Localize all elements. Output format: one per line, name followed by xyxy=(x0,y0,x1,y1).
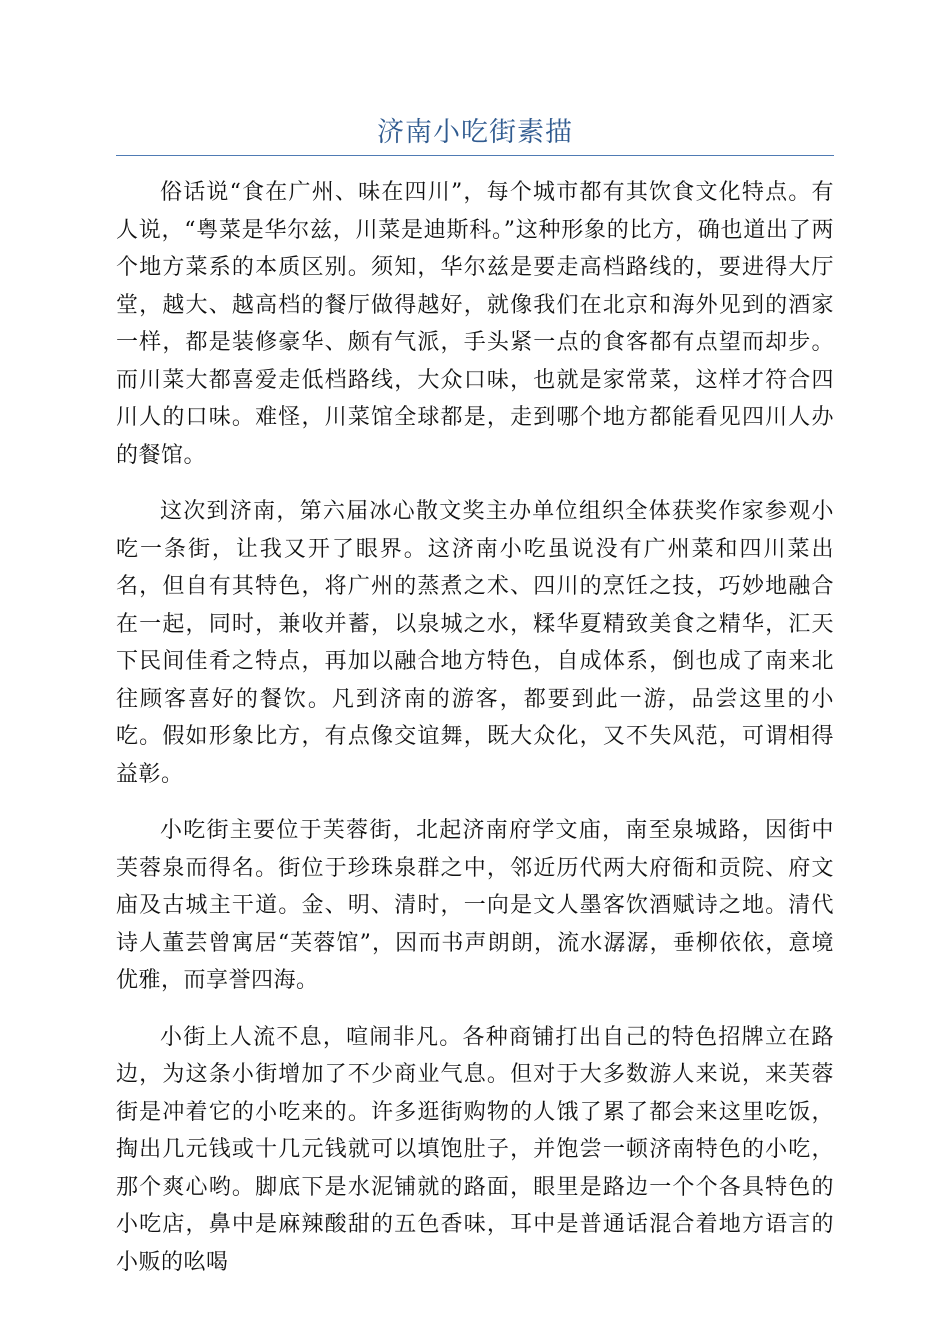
paragraph-1: 俗话说“食在广州、味在四川”，每个城市都有其饮食文化特点。有人说，“粤菜是华尔兹，川菜是迪斯科。”这种形象的比方，确也道出了两个地方菜系的本质区别。须知，华尔兹是要走高档路线的，要进得大厅堂，越大、越高档的餐厅做得越好，就像我们在北京和海外见到的酒家一样，都是装修豪华、颇有气派，手头紧一点的食客都有点望而却步。而川菜大都喜爱走低档路线，大众口味，也就是家常菜，这样才符合四川人的口味。难怪，川菜馆全球都是，走到哪个地方都能看见四川人办的餐馆。 xyxy=(116,180,834,468)
paragraph-2: 这次到济南，第六届冰心散文奖主办单位组织全体获奖作家参观小吃一条街，让我又开了眼界。这济南小吃虽说没有广州菜和四川菜出名，但自有其特色，将广州的蒸煮之术、四川的烹饪之技，巧妙地融合在一起，同时，兼收并蓄，以泉城之水，糅华夏精致美食之精华，汇天下民间佳肴之特点，再加以融合地方特色，自成体系，倒也成了南来北往顾客喜好的餐饮。凡到济南的游客，都要到此一游，品尝这里的小吃。假如形象比方，有点像交谊舞，既大众化，又不失风范，可谓相得益彰。 xyxy=(116,499,834,787)
title-underline-divider xyxy=(116,155,834,156)
paragraph-3: 小吃街主要位于芙蓉街，北起济南府学文庙，南至泉城路，因街中芙蓉泉而得名。街位于珍珠泉群之中，邻近历代两大府衙和贡院、府文庙及古城主干道。金、明、清时，一向是文人墨客饮酒赋诗之地。清代诗人董芸曾寓居“芙蓉馆”，因而书声朗朗，流水潺潺，垂柳依依，意境优雅，而享誉四海。 xyxy=(116,818,834,993)
article-body xyxy=(116,174,834,1300)
paragraph-4: 小街上人流不息，喧闹非凡。各种商铺打出自己的特色招牌立在路边，为这条小街增加了不少商业气息。但对于大多数游人来说，来芙蓉街是冲着它的小吃来的。许多逛街购物的人饿了累了都会来这里吃饭，掏出几元钱或十几元钱就可以填饱肚子，并饱尝一顿济南特色的小吃，那个爽心哟。脚底下是水泥铺就的路面，眼里是路边一个个各具特色的小吃店，鼻中是麻辣酸甜的五色香味，耳中是普通话混合着地方语言的小贩的吆喝 xyxy=(116,1024,834,1275)
page-title: 济南小吃街素描 xyxy=(377,117,573,148)
